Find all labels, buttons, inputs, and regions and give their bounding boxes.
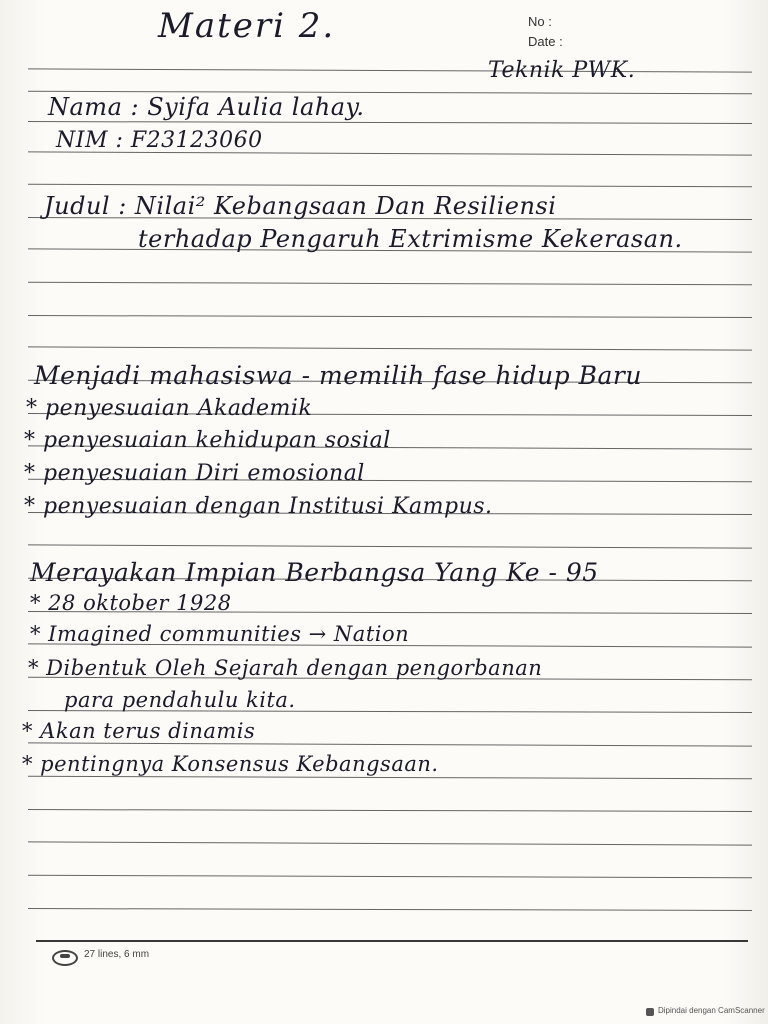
ruled-line	[28, 68, 752, 72]
section1-item: * penyesuaian dengan Institusi Kampus.	[24, 494, 493, 519]
section2-item: * Akan terus dinamis	[22, 719, 256, 743]
section2-item: * 28 oktober 1928	[30, 591, 232, 615]
ruled-line	[28, 346, 752, 350]
scanner-watermark: Dipindai dengan CamScanner	[658, 1006, 765, 1015]
section2-item: * Dibentuk Oleh Sejarah dengan pengorbanan	[28, 656, 543, 680]
section1-heading: Menjadi mahasiswa - memilih fase hidup Baru	[34, 361, 642, 390]
page-title: Materi 2.	[158, 6, 336, 46]
no-label: No :	[528, 14, 552, 29]
paper-info: 27 lines, 6 mm	[84, 949, 150, 960]
section1-item: * penyesuaian Diri emosional	[24, 461, 365, 486]
student-name: Nama : Syifa Aulia lahay.	[48, 93, 365, 121]
section2-item: * Imagined communities → Nation	[30, 622, 410, 646]
ruled-line	[28, 809, 752, 812]
section2-item-continuation: para pendahulu kita.	[64, 688, 296, 712]
ruled-line	[28, 544, 752, 548]
ruled-line	[28, 282, 752, 286]
section2-item: * pentingnya Konsensus Kebangsaan.	[22, 752, 439, 776]
ruled-line	[28, 841, 752, 845]
ruled-line	[28, 315, 752, 318]
section2-heading: Merayakan Impian Berbangsa Yang Ke - 95	[30, 558, 599, 587]
section1-item: * penyesuaian Akademik	[26, 396, 313, 421]
subject-label: Teknik PWK.	[488, 58, 636, 83]
ruled-line	[28, 908, 752, 911]
judul-line-1: Judul : Nilai² Kebangsaan Dan Resiliensi	[44, 192, 557, 220]
judul-line-2: terhadap Pengaruh Extrimisme Kekerasan.	[138, 225, 683, 253]
ruled-line	[28, 742, 752, 746]
bottom-margin-line	[36, 940, 748, 942]
section1-item: * penyesuaian kehidupan sosial	[24, 428, 391, 453]
student-nim: NIM : F23123060	[56, 128, 263, 153]
ruled-line	[28, 875, 752, 879]
ruled-line	[28, 776, 752, 780]
paper-brand-logo	[52, 950, 78, 966]
date-label: Date :	[528, 34, 563, 49]
camscanner-icon	[646, 1008, 654, 1016]
ruled-line	[28, 184, 752, 188]
ruled-line	[28, 121, 752, 124]
